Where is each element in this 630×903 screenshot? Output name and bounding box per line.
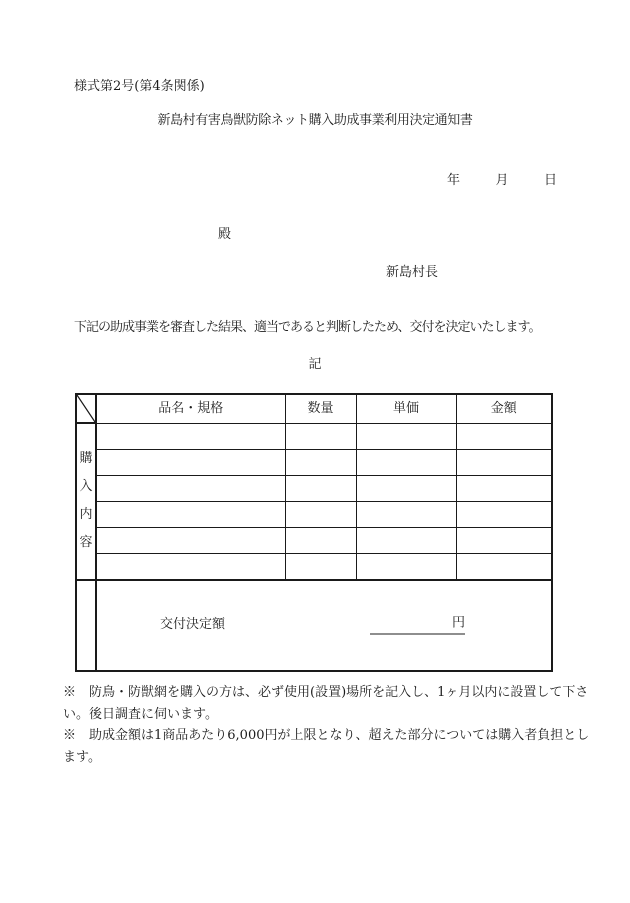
table-row	[76, 449, 552, 475]
footnotes	[63, 682, 590, 768]
form-number: 様式第2号(第4条関係)	[74, 79, 205, 94]
vertical-label-char: 入	[79, 479, 93, 495]
amount-cell	[456, 553, 552, 580]
diagonal-line-icon	[77, 395, 95, 422]
grant-decision-cell	[96, 580, 552, 671]
section-marker: 記	[308, 357, 322, 372]
header-quantity: 数量	[285, 394, 356, 423]
table-row	[76, 553, 552, 580]
date-year-label: 年	[447, 173, 461, 188]
unit-price-cell	[356, 553, 456, 580]
row-group-vertical-label	[77, 426, 95, 576]
header-item-name-spec: 品名・規格	[96, 394, 285, 423]
grant-decision-amount-line	[370, 616, 465, 635]
quantity-cell	[285, 501, 356, 527]
vertical-label-char: 内	[79, 507, 93, 523]
quantity-cell	[285, 449, 356, 475]
date-month-label: 月	[495, 173, 509, 188]
unit-price-cell	[356, 423, 456, 449]
unit-price-cell	[356, 475, 456, 501]
footnote-2-line-1: ※ 助成金額は1商品あたり6,000円が上限となり、超えた部分については購入者負担とし	[63, 728, 590, 743]
item-name-cell	[96, 527, 285, 553]
item-name-cell	[96, 475, 285, 501]
addressee-honorific: 殿	[218, 227, 232, 242]
item-name-cell	[96, 449, 285, 475]
amount-cell	[456, 423, 552, 449]
decision-row-left-cell	[76, 580, 96, 671]
date-day-label: 日	[543, 173, 557, 188]
body-text: 下記の助成事業を審査した結果、適当であると判断したため、交付を決定いたします。	[74, 320, 541, 335]
table-row	[76, 423, 552, 449]
page-title: 新島村有害鳥獣防除ネット購入助成事業利用決定通知書	[157, 113, 473, 128]
quantity-cell	[285, 527, 356, 553]
table-row	[76, 527, 552, 553]
unit-price-cell	[356, 449, 456, 475]
amount-cell	[456, 475, 552, 501]
footnote-1-line-1: ※ 防鳥・防獣網を購入の方は、必ず使用(設置)場所を記入し、1ヶ月以内に設置して下さ	[63, 685, 589, 700]
quantity-cell	[285, 423, 356, 449]
amount-cell	[456, 449, 552, 475]
table-row	[76, 475, 552, 501]
unit-price-cell	[356, 527, 456, 553]
vertical-label-char: 購	[79, 451, 93, 467]
row-group-label-cell	[76, 423, 96, 580]
quantity-cell	[285, 553, 356, 580]
vertical-label-char: 容	[79, 535, 93, 551]
date-line	[447, 173, 557, 189]
grant-decision-row	[76, 580, 552, 671]
amount-cell	[456, 527, 552, 553]
sender-name: 新島村長	[386, 265, 439, 280]
item-name-cell	[96, 423, 285, 449]
grant-decision-label: 交付決定額	[160, 617, 226, 632]
unit-price-cell	[356, 501, 456, 527]
item-name-cell	[96, 501, 285, 527]
header-unit-price: 単価	[356, 394, 456, 423]
footnote-2-line-2: ます。	[63, 749, 101, 765]
purchase-detail-table	[75, 393, 553, 672]
grant-decision-unit: 円	[451, 615, 465, 631]
item-name-cell	[96, 553, 285, 580]
amount-cell	[456, 501, 552, 527]
quantity-cell	[285, 475, 356, 501]
table-row	[76, 501, 552, 527]
footnote-1-line-2: い。後日調査に伺います。	[63, 706, 218, 722]
header-amount: 金額	[456, 394, 552, 423]
table-corner-diagonal-cell	[76, 394, 96, 423]
table-header-row	[76, 394, 552, 423]
